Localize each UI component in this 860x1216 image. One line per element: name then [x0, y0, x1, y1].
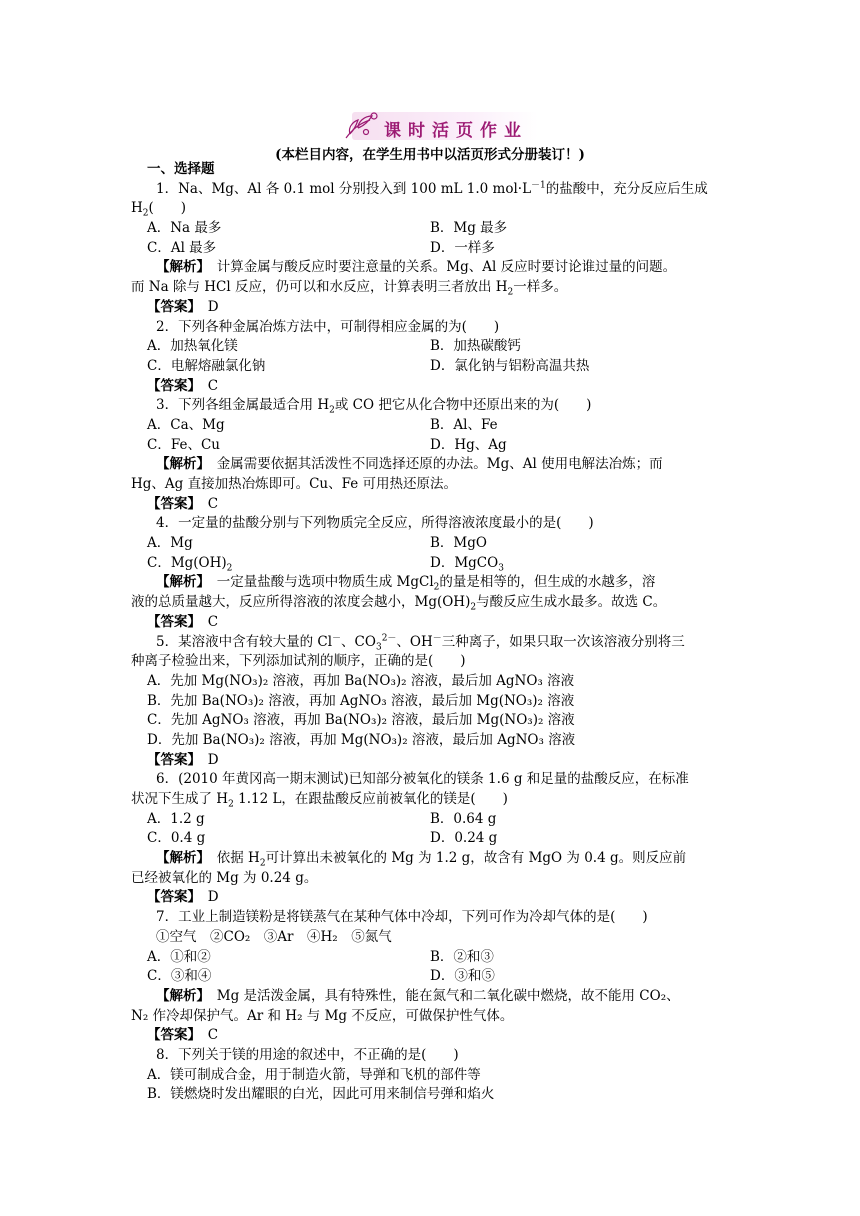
q7-option-d: D．③和⑤ [430, 968, 495, 985]
q1-options-cd [131, 239, 731, 259]
q7-options-cd [131, 967, 731, 987]
q8-option-b: B．镁燃烧时发出耀眼的白光，因此可用来制信号弹和焰火 [147, 1086, 495, 1103]
q2-stem: 2．下列各种金属冶炼方法中，可制得相应金属的为( ) [156, 318, 500, 335]
q7-options-ab [131, 948, 731, 968]
page-subtitle: (本栏目内容，在学生用书中以活页形式分册装订！) [275, 147, 585, 163]
q1-stem-cont: $H_2$( ) [131, 200, 187, 220]
q4-stem: 4．一定量的盐酸分别与下列物质完全反应，所得溶液浓度最小的是( ) [156, 515, 594, 532]
q3-option-b: B．Al、Fe [430, 416, 498, 433]
q1-options-ab [131, 219, 731, 239]
q1-option-a: A．Na 最多 [147, 220, 222, 237]
q1-answer: 【答案】 D [147, 298, 219, 315]
q8-stem: 8．下列关于镁的用途的叙述中，不正确的是( ) [156, 1046, 459, 1063]
q5-option-b: B．先加 Ba(NO₃)₂ 溶液，再加 AgNO₃ 溶液，最后加 Mg(NO₃)₂ 溶液 [147, 692, 575, 709]
q7-option-c: C．③和④ [147, 968, 212, 985]
question-content [131, 160, 731, 1105]
q6-option-c: C．0.4 g [147, 830, 206, 847]
q4-options-cd [131, 554, 731, 574]
q1-analysis-cont: 而 Na 除与 HCl 反应，仍可以和水反应，计算表明三者放出 $H_2$一样多。 [131, 279, 568, 298]
page-title: 课时活页作业 [384, 121, 528, 141]
q4-answer: 【答案】 C [147, 613, 219, 630]
q6-stem-cont: 状况下生成了 $H_2$ 1.12 L，在跟盐酸反应前被氧化的镁是( ) [131, 791, 508, 810]
q7-option-b: B．②和③ [430, 948, 494, 965]
q7-items: ①空气 ②CO₂ ③Ar ④H₂ ⑤氮气 [156, 928, 392, 945]
q2-answer: 【答案】 C [147, 377, 219, 394]
q3-option-a: A．Ca、Mg [147, 416, 225, 433]
q6-analysis: 【解析】 依据 $H_2$可计算出未被氧化的 Mg 为 1.2 g，故含有 MgO 为 0.4 g。则反应前 [156, 850, 687, 869]
q3-options-cd [131, 436, 731, 456]
title-banner [340, 108, 540, 144]
q1-option-b: B．Mg 最多 [430, 220, 508, 237]
q4-options-ab [131, 534, 731, 554]
section-heading: 一、选择题 [147, 161, 215, 177]
q1-option-d: D．一样多 [430, 239, 495, 256]
q7-analysis: 【解析】 Mg 是活泼金属，具有特殊性，能在氮气和二氧化碳中燃烧，故不能用 CO₂、 [156, 987, 680, 1004]
q3-answer: 【答案】 C [147, 495, 219, 512]
q6-option-d: D．0.24 g [430, 830, 498, 847]
q2-option-c: C．电解熔融氯化钠 [147, 357, 266, 374]
q3-stem: 3．下列各组金属最适合用 $H_2$或 CO 把它从化合物中还原出来的为( ) [156, 397, 592, 416]
q6-stem: 6．(2010 年黄冈高一期末测试)已知部分被氧化的镁条 1.6 g 和足量的盐酸反应，在标准 [156, 771, 689, 788]
q2-options-cd [131, 357, 731, 377]
q4-analysis-cont: 液的总质量越大，反应所得溶液的浓度会越小，$Mg(OH)_2$与酸反应生成水最多。故选 C。 [131, 594, 667, 613]
q1-analysis: 【解析】 计算金属与酸反应时要注意量的关系。Mg、Al 反应时要讨论谁过量的问题。 [156, 259, 677, 276]
q3-analysis-cont: Hg、Ag 直接加热冶炼即可。Cu、Fe 可用热还原法。 [131, 476, 458, 492]
q7-answer: 【答案】 C [147, 1027, 219, 1044]
q6-options-cd [131, 829, 731, 849]
q6-analysis-cont: 已经被氧化的 Mg 为 0.24 g。 [131, 869, 318, 886]
q4-option-d: D．MgCO$_3$ [430, 554, 504, 574]
q6-options-ab [131, 810, 731, 830]
q7-option-a: A．①和② [147, 948, 211, 965]
q1-option-c: C．Al 最多 [147, 239, 217, 256]
q5-option-c: C．先加 AgNO₃ 溶液，再加 Ba(NO₃)₂ 溶液，最后加 Mg(NO₃)₂ 溶液 [147, 712, 575, 729]
q7-stem: 7．工业上制造镁粉是将镁蒸气在某种气体中冷却，下列可作为冷却气体的是( ) [156, 909, 648, 926]
q5-option-a: A．先加 Mg(NO₃)₂ 溶液，再加 Ba(NO₃)₂ 溶液，最后加 AgNO₃ 溶液 [147, 672, 575, 689]
q3-options-ab [131, 416, 731, 436]
q6-option-a: A．1.2 g [147, 810, 205, 827]
q1-stem: 1．Na、Mg、Al 各 0.1 mol 分别投入到 100 mL 1.0 $mol\cdot L^{-1}$的盐酸中，充分反应后生成 [156, 180, 708, 197]
q8-option-a: A．镁可制成合金，用于制造火箭，导弹和飞机的部件等 [147, 1066, 481, 1083]
q3-analysis: 【解析】 金属需要依据其活泼性不同选择还原的办法。Mg、Al 使用电解法冶炼；而 [156, 456, 663, 473]
q4-analysis: 【解析】 一定量盐酸与选项中物质生成 MgCl$_2$的量是相等的，但生成的水越多，溶 [156, 574, 656, 594]
q2-option-d: D．氯化钠与铝粉高温共热 [430, 357, 590, 374]
q4-option-a: A．Mg [147, 535, 193, 552]
q5-stem: 5．某溶液中含有较大量的 Cl－、$CO_3^{2-}$、OH－三种离子，如果只取一次该溶液分别将三 [156, 633, 685, 653]
q5-option-d: D．先加 Ba(NO₃)₂ 溶液，再加 Mg(NO₃)₂ 溶液，最后加 AgNO₃ 溶液 [147, 731, 576, 748]
q7-analysis-cont: N₂ 作冷却保护气。Ar 和 H₂ 与 Mg 不反应，可做保护性气体。 [131, 1007, 514, 1024]
q4-option-c: C．$Mg(OH)_2$ [147, 554, 233, 574]
flower-ornament-icon [340, 108, 384, 144]
q2-options-ab [131, 337, 731, 357]
q2-option-b: B．加热碳酸钙 [430, 338, 521, 355]
q6-option-b: B．0.64 g [430, 810, 497, 827]
q4-option-b: B．MgO [430, 535, 487, 552]
q5-stem-cont: 种离子检验出来，下列添加试剂的顺序，正确的是( ) [131, 653, 466, 670]
q5-answer: 【答案】 D [147, 751, 219, 768]
q2-option-a: A．加热氧化镁 [147, 338, 238, 355]
q6-answer: 【答案】 D [147, 889, 219, 906]
q3-option-c: C．Fe、Cu [147, 436, 220, 453]
q3-option-d: D．Hg、Ag [430, 436, 507, 453]
